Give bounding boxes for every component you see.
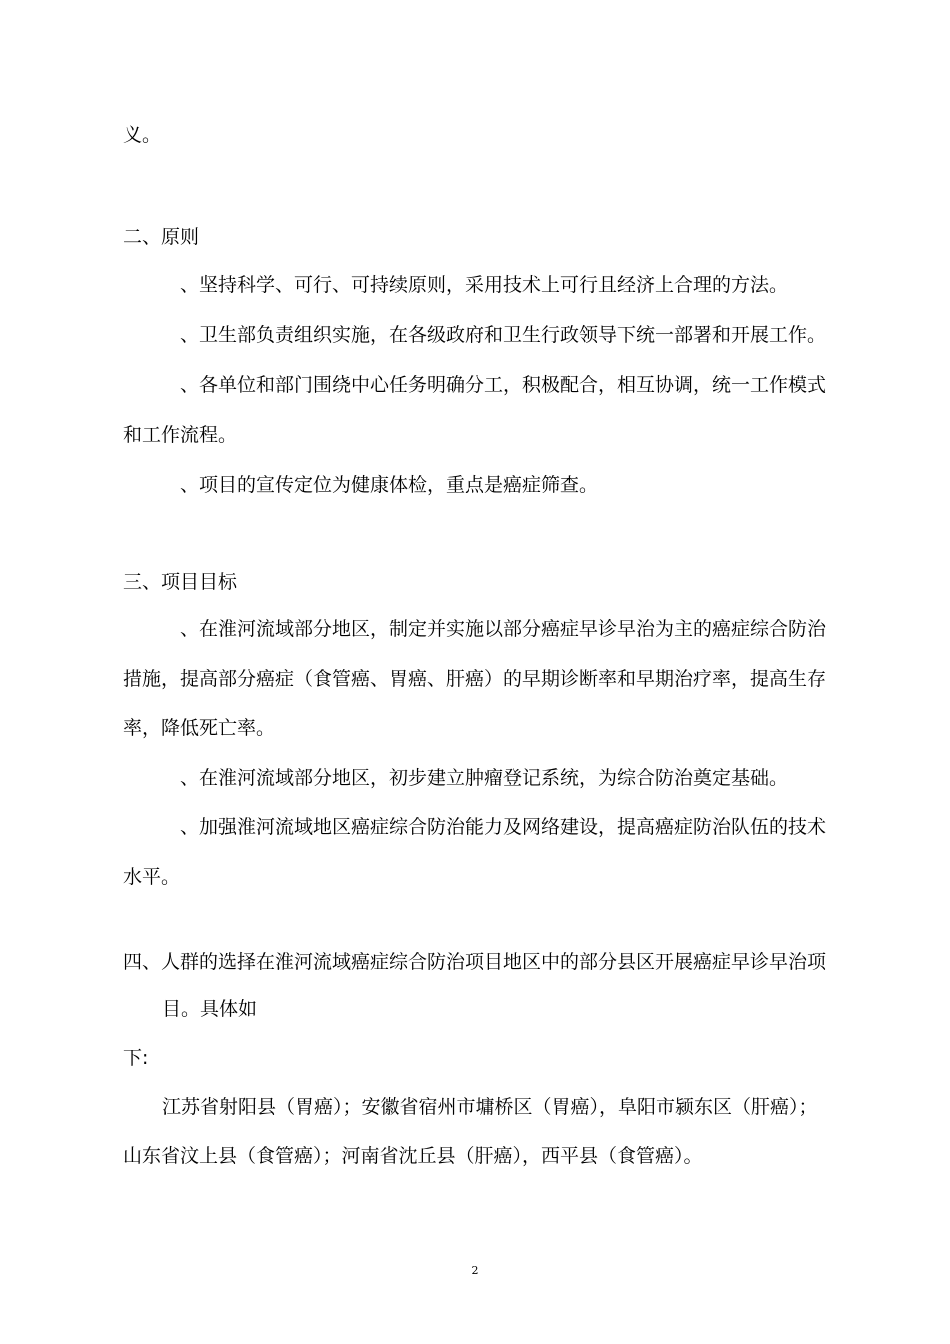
page-number: 2 (471, 1264, 479, 1277)
principle-item-4: 、项目的宣传定位为健康体检，重点是癌症筛查。 (180, 474, 599, 496)
paragraph-continuation: 义。 (123, 124, 162, 146)
goal-item-3: 、加强淮河流域地区癌症综合防治能力及网络建设，提高癌症防治队伍的技术 (180, 816, 827, 838)
population-list-a: 江苏省射阳县（胃癌）；安徽省宿州市墉桥区（胃癌），阜阳市颍东区（肝癌）； (162, 1096, 818, 1118)
goal-item-1-cont-b: 率，降低死亡率。 (123, 717, 276, 739)
goal-item-1-cont-a: 措施，提高部分癌症（食管癌、胃癌、肝癌）的早期诊断率和早期治疗率，提高生存 (123, 668, 827, 690)
principle-item-2: 、卫生部负责组织实施，在各级政府和卫生行政领导下统一部署和开展工作。 (180, 324, 827, 346)
goal-item-2: 、在淮河流域部分地区，初步建立肿瘤登记系统，为综合防治奠定基础。 (180, 767, 789, 789)
population-list-b: 山东省汶上县（食管癌）；河南省沈丘县（肝癌），西平县（食管癌）。 (123, 1145, 703, 1167)
section-heading-goals: 三、项目目标 (123, 571, 238, 593)
goal-item-1: 、在淮河流域部分地区，制定并实施以部分癌症早诊早治为主的癌症综合防治 (180, 618, 827, 640)
population-cont-a: 目。具体如 (162, 998, 258, 1020)
population-cont-b: 下: (123, 1047, 149, 1069)
section-heading-population: 四、人群的选择在淮河流域癌症综合防治项目地区中的部分县区开展癌症早诊早治项 (123, 951, 827, 973)
principle-item-1: 、坚持科学、可行、可持续原则，采用技术上可行且经济上合理的方法。 (180, 274, 789, 296)
principle-item-3-cont: 和工作流程。 (123, 424, 238, 446)
principle-item-3: 、各单位和部门围绕中心任务明确分工，积极配合，相互协调，统一工作模式 (180, 374, 827, 396)
goal-item-3-cont: 水平。 (123, 866, 181, 888)
section-heading-principles: 二、原则 (123, 226, 200, 248)
